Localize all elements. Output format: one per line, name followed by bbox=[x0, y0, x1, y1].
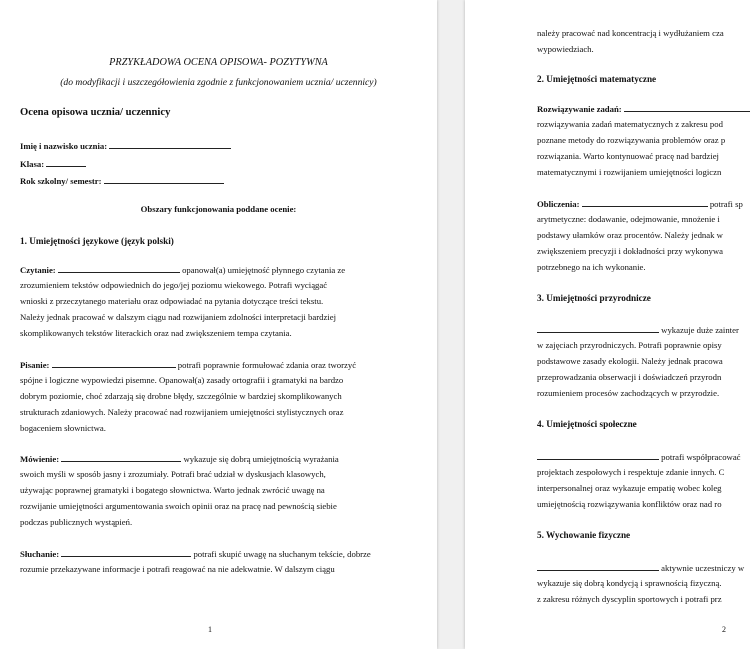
document-title: PRZYKŁADOWA OCENA OPISOWA- POZYTYWNA bbox=[109, 57, 328, 68]
evaluation-heading: Ocena opisowa ucznia/ uczennicy bbox=[20, 107, 171, 118]
class-label: Klasa: bbox=[20, 159, 45, 169]
social-first-line: potrafi współpracować bbox=[537, 451, 741, 463]
section-3-heading: 3. Umiejętności przyrodnicze bbox=[537, 293, 651, 303]
writing-blank bbox=[52, 359, 176, 368]
nature-first-line: wykazuje duże zainter bbox=[537, 324, 739, 336]
listening-blank bbox=[61, 548, 191, 557]
speaking-text: rozwijanie umiejętności argumentowania swoich opinii oraz na pracę nad pewnością siebie bbox=[20, 501, 337, 511]
reading-text: skomplikowanych tekstów literackich oraz nad zwiększeniem tempa czytania. bbox=[20, 328, 292, 338]
class-field bbox=[20, 158, 86, 170]
listening-text: rozumie przekazywane informacje i potrafi reagować na nie adekwatnie. W dalszym ciągu bbox=[20, 564, 335, 574]
nature-text: w zajęciach przyrodniczych. Potrafi poprawnie opisy bbox=[537, 340, 722, 350]
school-year-blank bbox=[104, 175, 224, 184]
school-year-field bbox=[20, 175, 224, 187]
problem-solving-blank bbox=[624, 103, 750, 112]
school-year-label: Rok szkolny/ semestr: bbox=[20, 176, 102, 186]
writing-text: bogaceniem słownictwa. bbox=[20, 423, 106, 433]
student-name-label: Imię i nazwisko ucznia: bbox=[20, 141, 108, 151]
reading-text: zrozumieniem tekstów odpowiednich do jego/jej poziomu wiekowego. Potrafi wyciągać bbox=[20, 280, 328, 290]
problem-solving-text: rozwiązywania zadań matematycznych z zakresu pod bbox=[537, 119, 723, 129]
writing-text: spójne i logiczne wypowiedzi pisemne. Opanował(a) zasady ortografii i gramatyki na bardzo bbox=[20, 375, 344, 385]
section-4-heading: 4. Umiejętności społeczne bbox=[537, 419, 637, 429]
nature-text: przeprowadzania obserwacji i doświadczeń przyrodn bbox=[537, 372, 722, 382]
document-page-2[interactable] bbox=[465, 0, 750, 649]
problem-solving-label: Rozwiązywanie zadań: bbox=[537, 104, 622, 114]
reading-blank bbox=[58, 264, 180, 273]
speaking-first-line: Mówienie: wykazuje się dobrą umiejętnością wyrażania bbox=[20, 454, 339, 464]
calculations-text: potrzebnego na ich wykonanie. bbox=[537, 262, 646, 272]
section-2-heading: 2. Umiejętności matematyczne bbox=[537, 74, 657, 84]
writing-text: strukturach zdaniowych. Należy pracować nad rozwijaniem umiejętności stylistycznych oraz bbox=[20, 407, 344, 417]
nature-text: rozumieniem procesów zachodzących w przyrodzie. bbox=[537, 388, 720, 398]
problem-solving-text: matematycznymi i rozwijaniem umiejętności logiczn bbox=[537, 167, 722, 177]
problem-solving-text: rozwiązania. Warto kontynuować pracę nad bardziej bbox=[537, 151, 719, 161]
nature-blank bbox=[537, 324, 659, 333]
listening-first-line: Słuchanie: potrafi skupić uwagę na słuchanym tekście, dobrze bbox=[20, 549, 371, 559]
speaking-label: Mówienie: bbox=[20, 454, 60, 464]
calculations-text: podstawy ułamków oraz procentów. Należy jednak w bbox=[537, 230, 723, 240]
calculations-text: zwiększeniem precyzji i dokładności przy wykonywa bbox=[537, 246, 723, 256]
student-name-field bbox=[20, 140, 231, 152]
social-text: interpersonalnej oraz wykazuje empatię wobec koleg bbox=[537, 483, 722, 493]
pe-text: z zakresu różnych dyscyplin sportowych i potrafi prz bbox=[537, 594, 722, 604]
writing-text: dobrym poziomie, choć zdarzają się drobne błędy, szczególnie w bardziej skomplikowanych bbox=[20, 391, 342, 401]
page-number: 2 bbox=[722, 625, 726, 634]
social-text: projektach zespołowych i respektuje zdanie innych. C bbox=[537, 467, 725, 477]
listening-label: Słuchanie: bbox=[20, 549, 60, 559]
document-subtitle: (do modyfikacji i uszczegółowienia zgodnie z funkcjonowaniem ucznia/ uczennicy) bbox=[60, 77, 377, 88]
nature-text: podstawowe zasady ekologii. Należy jednak pracowa bbox=[537, 356, 723, 366]
reading-label: Czytanie: bbox=[20, 265, 56, 275]
speaking-text: swoich myśli w sposób jasny i zrozumiały. Potrafi brać udział w dyskusjach klasowych, bbox=[20, 469, 326, 479]
reading-text: wnioski z przeczytanego materiału oraz odpowiadać na pytania dotyczące treści tekstu. bbox=[20, 296, 324, 306]
section-5-heading: 5. Wychowanie fizyczne bbox=[537, 530, 631, 540]
calculations-text: arytmetyczne: dodawanie, odejmowanie, mnożenie i bbox=[537, 214, 720, 224]
continued-text: należy pracować nad koncentracją i wydłużaniem cza bbox=[537, 28, 724, 38]
calculations-label: Obliczenia: bbox=[537, 199, 580, 209]
pe-first-line: aktywnie uczestniczy w bbox=[537, 562, 744, 574]
speaking-blank bbox=[61, 453, 181, 462]
continued-text: wypowiedziach. bbox=[537, 44, 594, 54]
pe-text: wykazuje się dobrą kondycją i sprawnością fizyczną. bbox=[537, 578, 722, 588]
student-name-blank bbox=[109, 140, 231, 149]
pe-blank bbox=[537, 562, 659, 571]
calculations-blank bbox=[582, 198, 708, 207]
reading-text: Należy jednak pracować w dalszym ciągu nad rozwijaniem zdolności interpretacji bardziej bbox=[20, 312, 336, 322]
class-blank bbox=[46, 158, 86, 167]
writing-label: Pisanie: bbox=[20, 360, 50, 370]
areas-heading: Obszary funkcjonowania poddane ocenie: bbox=[140, 204, 297, 214]
reading-first-line: Czytanie: opanował(a) umiejętność płynnego czytania ze bbox=[20, 265, 346, 275]
social-text: umiejętnością rozwiązywania konfliktów oraz nad ro bbox=[537, 499, 722, 509]
speaking-text: używając poprawnej gramatyki i bogatego słownictwa. Warto jednak zwrócić uwagę na bbox=[20, 485, 325, 495]
problem-solving-text: poznane metody do rozwiązywania problemów oraz p bbox=[537, 135, 726, 145]
page-number: 1 bbox=[208, 625, 212, 634]
problem-solving-first-line bbox=[537, 103, 750, 115]
writing-first-line: Pisanie: potrafi poprawnie formułować zdania oraz tworzyć bbox=[20, 360, 357, 370]
section-1-heading: 1. Umiejętności językowe (język polski) bbox=[20, 236, 174, 246]
calculations-first-line: Obliczenia: potrafi sp bbox=[537, 199, 743, 209]
social-blank bbox=[537, 451, 659, 460]
speaking-text: podczas publicznych wystąpień. bbox=[20, 517, 133, 527]
